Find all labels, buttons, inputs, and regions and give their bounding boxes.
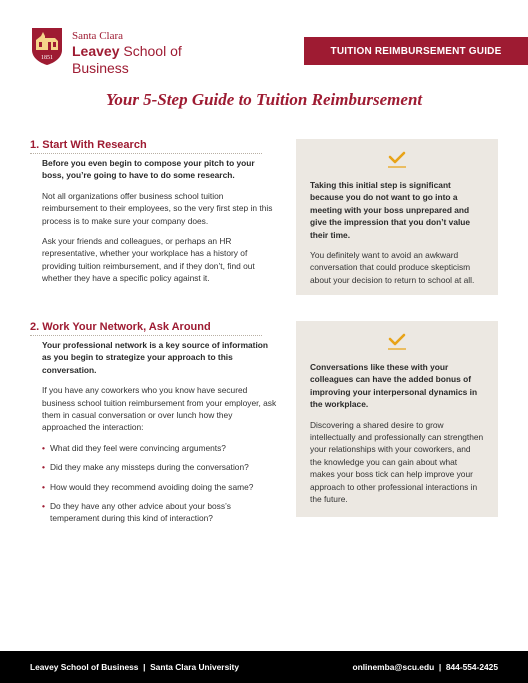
- section2-body: [42, 339, 278, 532]
- section2-callout: [296, 321, 498, 517]
- section1-divider: [30, 153, 262, 154]
- section2-callout-paragraph: Discovering a shared desire to grow intellectually and professionally can strengthen your relationships with your coworkers, and the knowledge you can gain about what makes your boss tick can help improve your approach to other professional interactions in the future.: [310, 419, 484, 505]
- section2-divider: [30, 335, 262, 336]
- section1-lead: Before you even begin to compose your pitch to your boss, you’re going to have to do some research.: [42, 158, 255, 181]
- bullet-icon: •: [42, 462, 45, 473]
- bullet-icon: •: [42, 481, 45, 492]
- section1-body: [42, 157, 278, 293]
- guide-banner: TUITION REIMBURSEMENT GUIDE: [304, 37, 528, 65]
- footer-contact-info[interactable]: onlinemba@scu.edu | 844-554-2425: [352, 662, 498, 672]
- section1-callout-lead: Taking this initial step is significant because you do not want to go into a meeting with your boss unprepared and give the impression that you don’t value their time.: [310, 180, 471, 240]
- section2-question-list: [42, 442, 278, 525]
- section1-paragraph-1: Not all organizations offer business school tuition reimbursement to their employees, so the very first step in this process is to make sure your company does.: [42, 190, 273, 226]
- mission-crest-icon: [30, 26, 64, 66]
- crest-year: 1851: [41, 55, 53, 61]
- list-item: • What did they feel were convincing arguments?: [42, 442, 226, 453]
- logo-university-name: Santa Clara: [72, 30, 124, 42]
- page-title: Your 5-Step Guide to Tuition Reimbursement: [105, 90, 423, 109]
- list-item: • How would they recommend avoiding doing the same?: [42, 481, 254, 492]
- section1-paragraph-2: Ask your friends and colleagues, or perhaps an HR representative, whether your workplace has a history of providing tuition reimbursement, and if they don’t, find out whether they have a specific policy against it.: [42, 236, 255, 284]
- section1-callout-paragraph: You definitely want to avoid an awkward conversation that could produce skepticism about your decision to return to school at all.: [310, 250, 475, 285]
- logo-leavey: Leavey: [72, 43, 120, 59]
- section2-heading: 2. Work Your Network, Ask Around: [30, 321, 211, 333]
- footer-bar: [0, 651, 528, 683]
- school-logo: [30, 26, 230, 76]
- section2-lead: Your professional network is a key source of information as you begin to strategize your approach to this conversation.: [42, 340, 269, 375]
- list-item: • Did they make any missteps during the conversation?: [42, 462, 249, 473]
- logo-school-rest: School of Business: [72, 43, 182, 76]
- bullet-icon: •: [42, 501, 45, 512]
- logo-school-name: [72, 43, 230, 77]
- footer-school-info: Leavey School of Business | Santa Clara University: [30, 662, 240, 672]
- checkmark-icon: [382, 331, 412, 351]
- section2-callout-lead: Conversations like these with your colleagues can have the added bonus of improving your interpersonal dynamics in the workplace.: [310, 362, 478, 410]
- bullet-icon: •: [42, 442, 45, 453]
- section1-heading: 1. Start With Research: [30, 139, 147, 151]
- section2-paragraph-1: If you have any coworkers who you know have secured business school tuition reimbursement from your employer, ask them in casual conversation or over lunch how they approached the interaction:: [42, 385, 277, 433]
- section1-callout: [296, 139, 498, 295]
- checkmark-icon: [382, 149, 412, 169]
- list-item: • Do they have any other advice about your boss’s temperament during this kind of interaction?: [42, 501, 231, 524]
